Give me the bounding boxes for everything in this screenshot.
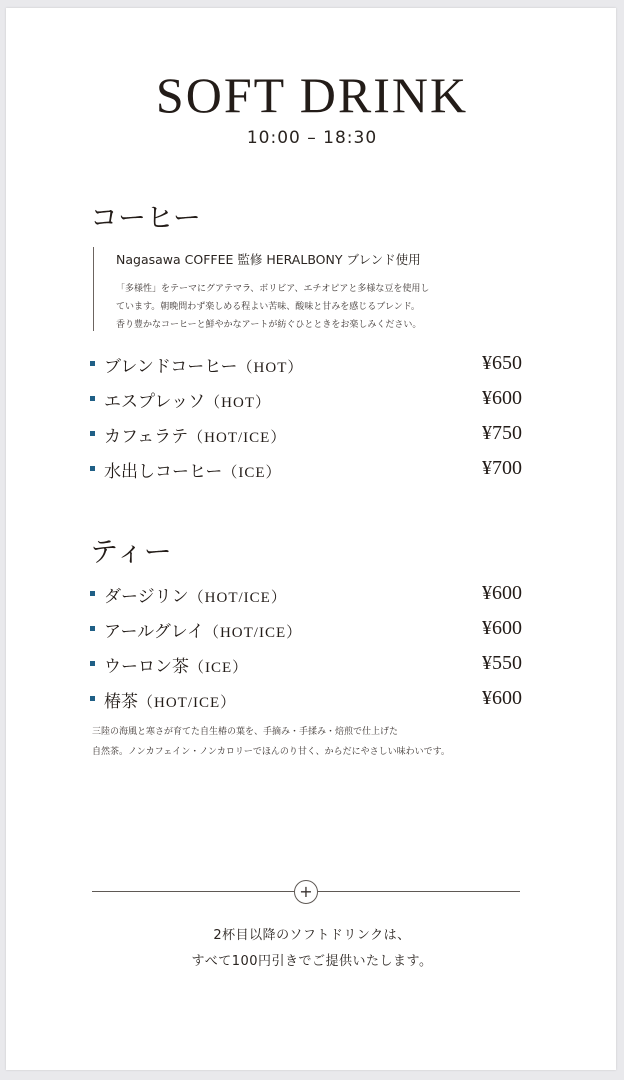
menu-item-cafe-latte [90, 422, 522, 448]
coffee-supervision-note: Nagasawa COFFEE 監修 HERALBONY ブレンド使用 [116, 252, 421, 267]
item-spec: （HOT） [205, 395, 271, 411]
item-name: ウーロン茶 [104, 657, 189, 677]
menu-item-espresso [90, 387, 522, 413]
menu-item-earl-grey [90, 617, 522, 643]
item-price: ¥650 [482, 352, 522, 374]
item-name: エスプレッソ [104, 392, 206, 412]
bullet-icon [90, 396, 95, 401]
menu-item-blend-coffee [90, 352, 522, 378]
coffee-heading: コーヒー [90, 201, 201, 234]
item-spec: （HOT/ICE） [188, 430, 287, 446]
bullet-icon [90, 661, 95, 666]
item-name: 椿茶 [104, 692, 138, 712]
divider-left [92, 891, 294, 892]
tea-heading: ティー [90, 535, 172, 568]
item-spec: （HOT/ICE） [138, 695, 237, 711]
plus-icon: + [294, 880, 318, 904]
item-name: ダージリン [104, 587, 189, 607]
menu-item-cold-brew [90, 457, 522, 483]
item-price: ¥600 [482, 617, 522, 639]
item-price: ¥600 [482, 687, 522, 709]
item-price: ¥600 [482, 582, 522, 604]
item-price: ¥750 [482, 422, 522, 444]
item-name: ブレンドコーヒー [104, 357, 238, 377]
menu-item-darjeeling [90, 582, 522, 608]
item-name: カフェラテ [104, 427, 189, 447]
divider-right [318, 891, 520, 892]
coffee-description [116, 280, 453, 334]
menu-item-camellia-tea [90, 687, 522, 713]
camellia-tea-note [92, 722, 512, 762]
tea-note-line: 自然茶。ノンカフェイン・ノンカロリーでほんのり甘く、からだにやさしい味わいです。 [92, 747, 450, 757]
opening-hours: 10:00 – 18:30 [246, 128, 378, 148]
coffee-description-line: ています。朝晩問わず楽しめる程よい苦味、酸味と甘みを感じるブレンド。 [116, 302, 420, 312]
tea-note-line: 三陸の海風と寒さが育てた自生椿の葉を、手摘み・手揉み・焙煎で仕上げた [92, 727, 399, 737]
page-title: SOFT DRINK [155, 67, 469, 123]
coffee-description-line: 「多様性」をテーマにグアテマラ、ボリビア、エチオピアと多様な豆を使用し [116, 284, 430, 294]
bullet-icon [90, 591, 95, 596]
coffee-description-line: 香り豊かなコーヒーと鮮やかなアートが紡ぐひとときをお楽しみください。 [116, 320, 422, 330]
bullet-icon [90, 361, 95, 366]
item-spec: （HOT/ICE） [203, 625, 303, 641]
coffee-description-block [93, 247, 453, 331]
item-name: アールグレイ [104, 622, 204, 642]
refill-note-line-2: すべて100円引きでご提供いたします。 [191, 954, 433, 969]
bullet-icon [90, 696, 95, 701]
bullet-icon [90, 626, 95, 631]
item-spec: （HOT/ICE） [188, 590, 287, 606]
refill-note-line-1: 2杯目以降のソフトドリンクは、 [213, 928, 411, 943]
item-spec: （ICE） [189, 660, 249, 676]
menu-item-oolong [90, 652, 522, 678]
bullet-icon [90, 431, 95, 436]
item-price: ¥550 [482, 652, 522, 674]
item-spec: （ICE） [222, 465, 282, 481]
item-price: ¥600 [482, 387, 522, 409]
bullet-icon [90, 466, 95, 471]
item-spec: （HOT） [237, 360, 304, 376]
item-price: ¥700 [482, 457, 522, 479]
item-name: 水出しコーヒー [104, 462, 223, 482]
